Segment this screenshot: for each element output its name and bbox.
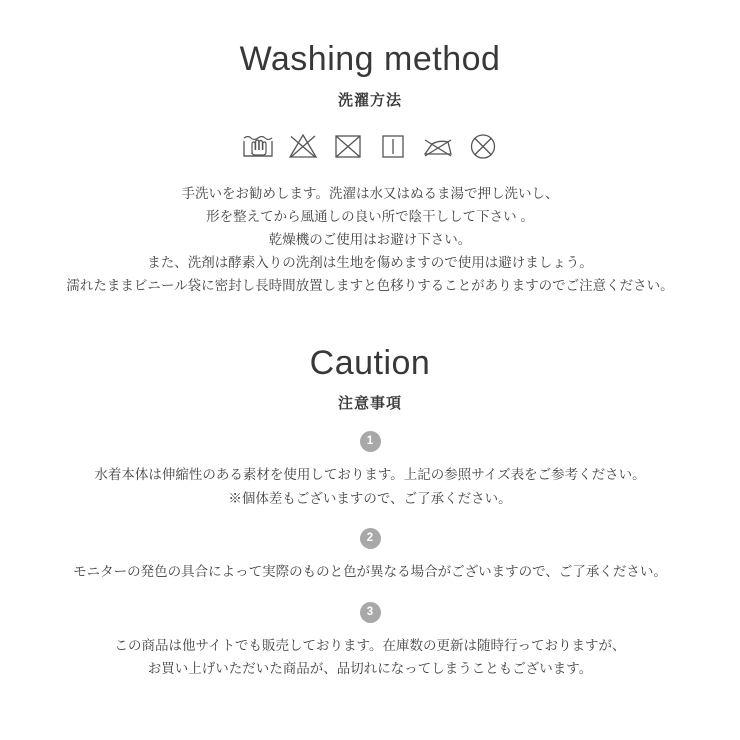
washing-line: 乾燥機のご使用はお避け下さい。	[268, 231, 472, 247]
caution-title-en: Caution	[309, 343, 431, 382]
caution-item	[0, 602, 740, 681]
washing-line: 形を整えてから風通しの良い所で陰干しして下さい 。	[206, 208, 534, 224]
washing-line: 濡れたままビニール袋に密封し長時間放置しますと色移りすることがありますのでご注意ください。	[66, 278, 674, 294]
caution-item	[0, 528, 740, 583]
washing-method-title-en: Washing method	[239, 40, 501, 78]
caution-title-ja: 注意事項	[337, 395, 402, 413]
hand-wash-icon	[241, 130, 275, 162]
caution-line: 水着本体は伸縮性のある素材を使用しております。上記の参照サイズ表をご参考ください。	[94, 467, 646, 483]
caution-line: ※個体差もございますので、ご了承ください。	[228, 490, 512, 506]
caution-item-text	[0, 634, 740, 681]
drip-dry-in-shade-icon	[376, 130, 410, 162]
no-bleach-icon	[286, 130, 320, 162]
care-symbol-row	[0, 130, 740, 162]
caution-line: この商品は他サイトでも販売しております。在庫数の更新は随時行っておりますが、	[114, 637, 626, 653]
no-dry-clean-icon	[466, 130, 500, 162]
washing-line: また、洗剤は酵素入りの洗剤は生地を傷めますので使用は避けましょう。	[147, 255, 593, 271]
washing-instructions-text	[0, 182, 740, 298]
caution-line: モニターの発色の具合によって実際のものと色が異なる場合がございますので、ご了承ください。	[73, 564, 667, 580]
caution-item-text	[0, 463, 740, 510]
caution-list	[0, 431, 740, 680]
washing-method-title-ja: 洗濯方法	[337, 91, 402, 109]
status-badge: 3	[360, 602, 381, 623]
no-tumble-dry-icon	[331, 130, 365, 162]
no-iron-icon	[421, 130, 455, 162]
washing-method-section	[0, 0, 740, 298]
caution-item	[0, 431, 740, 510]
status-badge: 2	[360, 528, 381, 549]
caution-item-text	[0, 560, 740, 583]
washing-line: 手洗いをお勧めします。洗濯は水又はぬるま湯で押し洗いし、	[181, 185, 559, 201]
caution-line: お買い上げいただいた商品が、品切れになってしまうこともございます。	[147, 661, 593, 677]
status-badge: 1	[360, 431, 381, 452]
caution-section	[0, 342, 740, 681]
